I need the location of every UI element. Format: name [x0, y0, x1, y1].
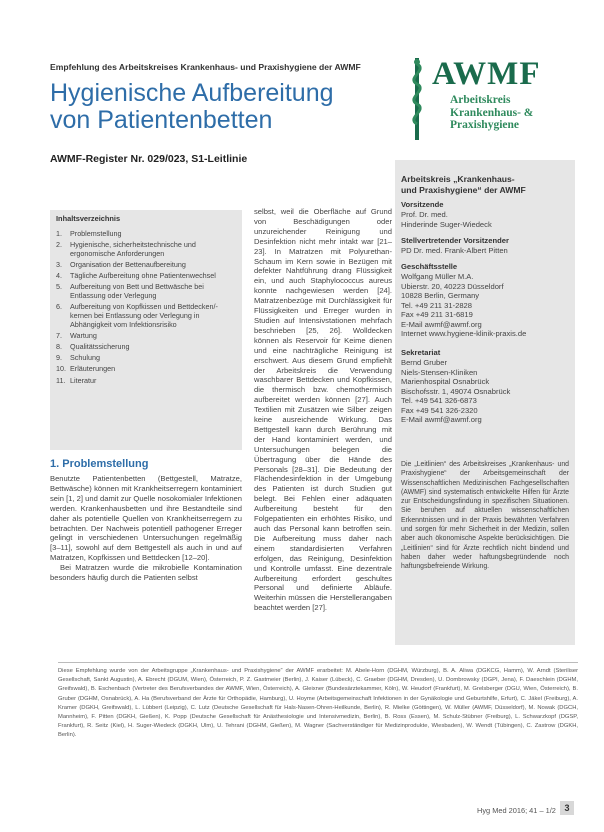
sidebar-heading: [401, 174, 526, 196]
table-of-contents: [50, 210, 242, 450]
toc-text: Problemstellung: [70, 229, 122, 238]
page-number: 3: [560, 801, 574, 815]
toc-text: Qualitätssicherung: [70, 342, 130, 352]
office-line: 10828 Berlin, Germany: [401, 291, 480, 300]
toc-item: [56, 230, 238, 239]
toc-item: [56, 354, 238, 363]
page-title: [50, 80, 350, 134]
logo-sub-line-2: Krankenhaus- &: [450, 106, 534, 119]
toc-heading: Inhaltsverzeichnis: [56, 214, 121, 223]
toc-number: 6.: [56, 302, 62, 312]
toc-number: 11.: [56, 375, 66, 385]
body-column-middle: [254, 207, 392, 613]
toc-number: 3.: [56, 260, 62, 270]
vice-label: Stellvertretender Vorsitzender: [401, 236, 509, 245]
vice-name: PD Dr. med. Frank-Albert Pitten: [401, 246, 508, 255]
chair-name-1: Prof. Dr. med.: [401, 210, 448, 219]
toc-text: Hygienische, sicherheitstechnische und ergonomische Anforderungen: [70, 240, 196, 258]
title-line-2: von Patientenbetten: [50, 106, 273, 134]
register-number: AWMF-Register Nr. 029/023, S1-Leitlinie: [50, 153, 248, 165]
toc-number: 2.: [56, 240, 62, 250]
chair-label: Vorsitzende: [401, 200, 444, 209]
secretary-label: Sekretariat: [401, 348, 441, 357]
secretary-line: Marienhospital Osnabrück: [401, 377, 490, 386]
paragraph: selbst, weil die Oberfläche auf Grund von Beschädigungen oder unzureichender Reinigung und Desinfektion nicht mehr intakt war [21–23]. In Matratzen mit Polyurethan-Schaum im Kern sowie in Bezügen mit defekter Nahtführung drang Flüssigkeit ein, und auch Staphylococcus aureus konnte nachgewiesen werden [24]. Matratzenbezüge mit Durchlässigkeit für Flüssigkeiten und Erreger wurden in Studien auf Intensivstationen mehrfach beschrieben [25, 26]. Wolldecken können als Reservoir für Keime dienen und eine nachträgliche Reinigung ist erschwert. Aus diesem Grund empfiehlt der Arbeitskreis die Verwendung waschbarer Bettdecken und Kopfkissen, die thermisch bzw. chemothermisch aufbereitet werden können [27]. Auch Textilien mit Zusätzen wie Silber zeigen keine ausreichende Wirkung. Das Bettgestell kann durch Berührung mit der Hand kontaminiert werden, und Untersuchungen belegen die Übertragung über die Hände des Personals [28–31]. Die Bedeutung der Flächendesinfektion in der Umgebung des Patienten ist durch Studien gut belegt. Bei Fehlen einer adäquaten Aufbereitung besteht für den Folgepatienten ein erhöhtes Risiko, und auch das Personal kann betroffen sein. Die Aufbereitung muss daher nach einem standardisierten Verfahren erfolgen, das Reinigung, Desinfektion und Kontrolle umfasst. Eine dezentrale Aufbereitung erfordert geschultes Personal und definierte Abläufe. Weiterhin müssen die Herstellerangaben beachtet werden [27].: [254, 207, 392, 613]
toc-item: [56, 377, 238, 386]
office-label: Geschäftsstelle: [401, 262, 458, 271]
secretary-line: Bernd Gruber: [401, 358, 448, 367]
toc-number: 8.: [56, 342, 62, 352]
toc-item: [56, 365, 238, 374]
section-heading: 1. Problemstellung: [50, 458, 149, 470]
toc-list: [56, 230, 238, 388]
guideline-disclaimer: Die „Leitlinien“ des Arbeitskreises „Krankenhaus- und Praxishygiene“ der Arbeitsgemeinschaft der Wissenschaftlichen Medizinischen Fachgesellschaften (AWMF) sind systematisch entwickelte Hilfen für Ärzte zur Entscheidungsfindung in spezifischen Situationen. Sie beruhen auf aktuellen wissenschaftlichen Erkenntnissen und in der Praxis bewährten Verfahren und sorgen für mehr Sicherheit in der Medizin, sollen aber auch ökonomische Aspekte berücksichtigen. Die „Leitlinien“ sind für Ärzte rechtlich nicht bindend und haben daher weder haftungsbegründende noch haftungsbefreiende Wirkung.: [401, 461, 569, 571]
secretary-address: [401, 358, 510, 425]
toc-item: [56, 241, 238, 259]
secretary-fax: Fax +49 541 326-2320: [401, 405, 478, 415]
office-line: Ubierstr. 20, 40223 Düsseldorf: [401, 281, 504, 291]
paragraph: Bei Matratzen wurde die mikrobielle Kontamination besonders häufig durch die Patienten selbst: [50, 563, 242, 583]
kicker: Empfehlung des Arbeitskreises Krankenhaus- und Praxishygiene der AWMF: [50, 62, 361, 72]
paragraph: Benutzte Patientenbetten (Bettgestell, Matratze, Bettwäsche) können mit Krankheitserregern kontaminiert sein [1, 2] und damit zur Quelle nosokomialer Infektionen werden. Krankenhausbetten und ihre Bestandteile sind daher als potentielle Quellen von Krankheitserregern zu betrachten. Der Nachweis potentiell pathogener Erreger gelingt in verschiedenen Untersuchungen regelmäßig [3–11], sowohl auf dem Bettgestell als auch in und auf Matratzen, Kopfkissen und Bettdecken [12–20].: [50, 474, 242, 563]
toc-item: [56, 283, 238, 301]
toc-text: Erläuterungen: [70, 364, 116, 374]
asclepius-staff-icon: [402, 54, 432, 142]
sidebar-heading-line-2: und Praxishygiene“ der AWMF: [401, 185, 526, 195]
toc-number: 7.: [56, 331, 62, 341]
awmf-logo: [388, 50, 576, 150]
logo-subtitle: [450, 94, 533, 132]
secretary-phone: Tel. +49 541 326-6873: [401, 396, 477, 405]
toc-text: Organisation der Bettenaufbereitung: [70, 260, 186, 270]
sidebar-heading-line-1: Arbeitskreis „Krankenhaus-: [401, 174, 515, 184]
secretary-line: Bischofsstr. 1, 49074 Osnabrück: [401, 386, 511, 396]
chair-name-2: Hinderinde Suger-Wiedeck: [401, 220, 492, 229]
toc-number: 9.: [56, 353, 62, 363]
toc-item: [56, 303, 238, 330]
body-column-left: [50, 474, 242, 583]
toc-number: 10.: [56, 364, 66, 374]
office-website[interactable]: Internet www.hygiene-klinik-praxis.de: [401, 329, 527, 338]
toc-text: Schulung: [70, 353, 100, 363]
office-address: [401, 272, 526, 339]
toc-text: Literatur: [70, 375, 97, 385]
toc-item: [56, 343, 238, 352]
toc-item: [56, 272, 238, 281]
office-line: Wolfgang Müller M.A.: [401, 272, 474, 281]
toc-number: 5.: [56, 282, 62, 292]
toc-item: [56, 332, 238, 341]
toc-text: Aufbereitung von Bett und Bettwäsche bei Entlassung oder Verlegung: [70, 282, 204, 301]
authors-footnote: Diese Empfehlung wurde von der Arbeitsgruppe „Krankenhaus- und Praxishygiene“ der AWMF erarbeitet: M. Abele-Horn (DGHM, Würzburg), B. A. Aliwa (DGKCG, Hamm), W. Arndt (Steriliser Gesellschaft, Sankt Augustin), A. Ebrecht (DGUM, Wien), Österreich, P. Z. Gastmeier (Berlin), J. Kaiser (Lübeck), C. Graeber (DGHM, Dresden), U. Dombrowsky (DGPI, Jena), F. Daeschlein (DGHM, Greifswald), B. Eschenbach (Vertreter des Berufsverbandes der AWMF, Wien, Österreich), A. Gleixner (Bundesärztekammer, Köln), W. Heudorf (Frankfurt), M. Grelsberger (DGU, Wien, Österreich), B. Gruber (DGHM, Osnabrück), A. Ha (Berufsverband der Ärzte für Orthopädie, Hamburg), U. Hoyme (Arbeitsgemeinschaft Infektionen in der Gynäkologie und Geburtshilfe, Erfurt), C. Jäkel (Freiburg), A. Kramer (DGKH, Greifswald), L. Lübbert (Leipzig), C. Lutz (Deutsche Gesellschaft für Hals-Nasen-Ohren-Heilkunde, Berlin), R. Mielke (Göttingen), W. Müller (AWMF, Düsseldorf), M. Nowak (DGCH, Mannheim), F. Pitten (DGKH, Gießen), K. Popp (Deutsche Gesellschaft für Anästhesiologie und Intensivmedizin, Berlin), B. Ross (Essen), M. Schulz-Stübner (Freiburg), L. Schwarzkopf (DGSP, Frankfurt), R. Seitz (Kiel), H. Suger-Wiedeck (DGKH, Ulm), U. Tehrani (DGHM, Gießen), M. Wagner (Sachverständiger für Medizinprodukte, Wiesbaden), W. Wendt (Tübingen), C. Zastrow (DGKH, Berlin).: [58, 662, 578, 741]
toc-number: 1.: [56, 229, 62, 238]
logo-sub-line-1: Arbeitskreis: [450, 94, 511, 106]
toc-item: [56, 261, 238, 270]
office-phone: Tel. +49 211 31-2828: [401, 300, 473, 310]
office-fax: Fax +49 211 31-6819: [401, 310, 473, 319]
toc-text: Aufbereitung von Kopfkissen und Bettdecken/-kernen bei Entlassung oder Verlegung in Abhängigkeit vom Infektionsrisiko: [70, 302, 218, 330]
toc-text: Tägliche Aufbereitung ohne Patientenwechsel: [70, 271, 216, 281]
office-email[interactable]: E-Mail awmf@awmf.org: [401, 319, 482, 329]
title-line-1: Hygienische Aufbereitung: [50, 79, 334, 107]
logo-wordmark: AWMF: [432, 56, 541, 92]
toc-text: Wartung: [70, 331, 97, 341]
secretary-email[interactable]: E-Mail awmf@awmf.org: [401, 415, 482, 424]
sidebar-panel: [395, 160, 575, 645]
secretary-line: Niels-Stensen-Kliniken: [401, 367, 478, 377]
logo-sub-line-3: Praxishygiene: [450, 119, 519, 131]
toc-number: 4.: [56, 271, 62, 281]
journal-folio: Hyg Med 2016; 41 – 1/2: [477, 806, 556, 815]
